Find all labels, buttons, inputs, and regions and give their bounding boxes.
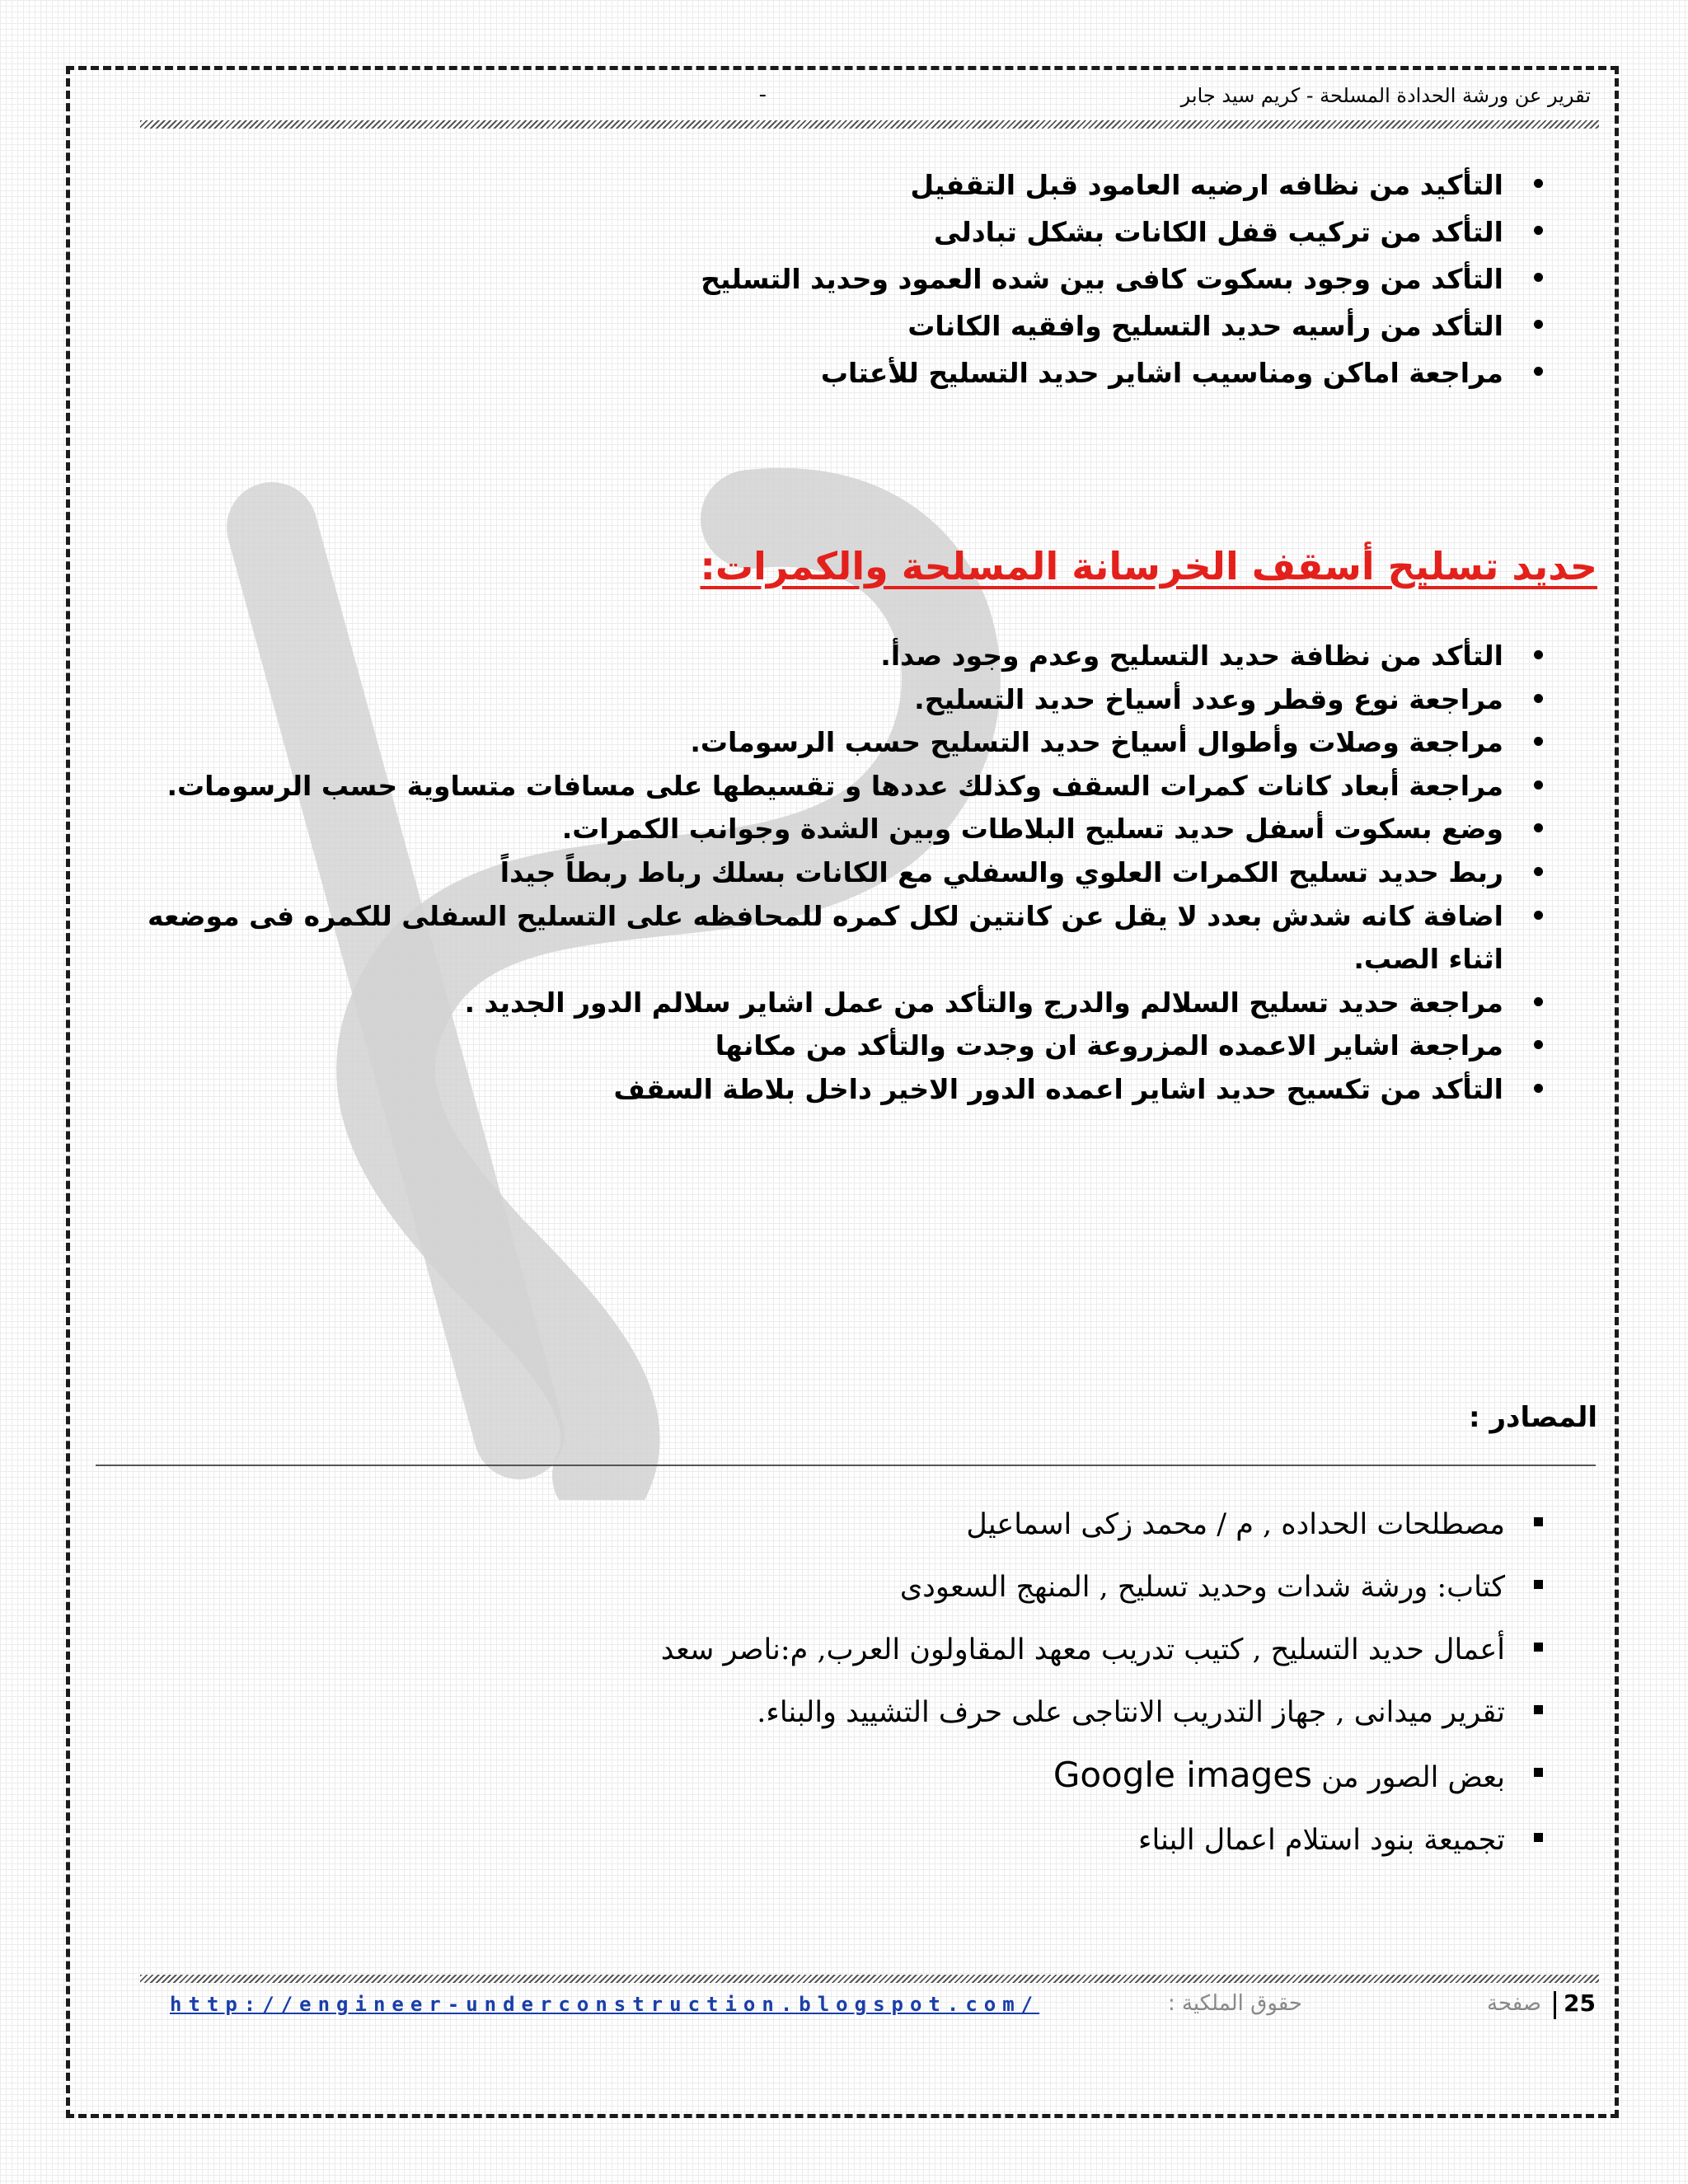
list-item: مراجعة نوع وقطر وعدد أسياخ حديد التسليح. — [142, 678, 1543, 722]
page-header — [140, 79, 1591, 120]
page-label: صفحة — [1487, 1991, 1541, 2016]
page-number-divider — [1554, 1991, 1556, 2019]
footer-hatch-divider — [140, 1975, 1599, 1983]
list-item: التأكيد من نظافه ارضيه العامود قبل التقفيل — [257, 162, 1543, 209]
list-item: التأكد من نظافة حديد التسليح وعدم وجود صدأ. — [142, 635, 1543, 678]
source-google-term: Google images — [1053, 1755, 1312, 1795]
column-checklist — [257, 162, 1543, 396]
list-item: مراجعة حديد تسليح السلالم والدرج والتأكد من عمل اشاير سلالم الدور الجديد . — [142, 982, 1543, 1025]
source-item — [310, 1744, 1546, 1809]
page-number: 25 — [1564, 1990, 1596, 2017]
source-item: كتاب: ورشة شدات وحديد تسليح , المنهج السعودى — [310, 1556, 1546, 1619]
source-item: مصطلحات الحداده , م / محمد زكى اسماعيل — [310, 1493, 1546, 1556]
slab-checklist — [142, 635, 1543, 1112]
list-item: ربط حديد تسليح الكمرات العلوي والسفلي مع الكانات بسلك رباط ربطاً جيداً — [142, 851, 1543, 895]
list-item: التأكد من تركيب قفل الكانات بشكل تبادلى — [257, 209, 1543, 255]
blog-link[interactable]: http://engineer-underconstruction.blogspot.com/ — [170, 1993, 1040, 2016]
section-heading: حديد تسليح أسقف الخرسانة المسلحة والكمرات: — [700, 544, 1597, 588]
source-google-prefix: بعض الصور من — [1321, 1761, 1505, 1794]
header-title: تقرير عن ورشة الحدادة المسلحة - كريم سيد جابر — [1180, 84, 1591, 107]
sources-list — [310, 1493, 1546, 1872]
list-item: التأكد من رأسيه حديد التسليح وافقيه الكانات — [257, 302, 1543, 349]
list-item: مراجعة أبعاد كانات كمرات السقف وكذلك عددها و تقسيطها على مسافات متساوية حسب الرسومات. — [142, 765, 1543, 808]
list-item: مراجعة اشاير الاعمده المزروعة ان وجدت والتأكد من مكانها — [142, 1024, 1543, 1068]
source-item: أعمال حديد التسليح , كتيب تدريب معهد المقاولون العرب, م:ناصر سعد — [310, 1619, 1546, 1681]
list-item: مراجعة وصلات وأطوال أسياخ حديد التسليح حسب الرسومات. — [142, 721, 1543, 765]
header-hatch-divider — [140, 120, 1599, 129]
sources-heading: المصادر : — [1469, 1401, 1597, 1434]
source-item: تقرير ميدانى , جهاز التدريب الانتاجى على حرف التشييد والبناء. — [310, 1681, 1546, 1744]
page-footer — [140, 1988, 1599, 2029]
rights-label: حقوق الملكية : — [1167, 1991, 1302, 2016]
list-item: التأكد من تكسيح حديد اشاير اعمده الدور الاخير داخل بلاطة السقف — [142, 1068, 1543, 1112]
list-item: اضافة كانه شدش بعدد لا يقل عن كانتين لكل كمره للمحافظه على التسليح السفلى للكمره فى موضعه اثناء الصب. — [142, 895, 1543, 982]
list-item: وضع بسكوت أسفل حديد تسليح البلاطات وبين الشدة وجوانب الكمرات. — [142, 808, 1543, 851]
sources-divider — [96, 1465, 1596, 1466]
header-separator: - — [758, 82, 767, 107]
list-item: التأكد من وجود بسكوت كافى بين شده العمود وحديد التسليح — [257, 255, 1543, 302]
source-item: تجميعة بنود استلام اعمال البناء — [310, 1809, 1546, 1872]
list-item: مراجعة اماكن ومناسيب اشاير حديد التسليح للأعتاب — [257, 349, 1543, 396]
